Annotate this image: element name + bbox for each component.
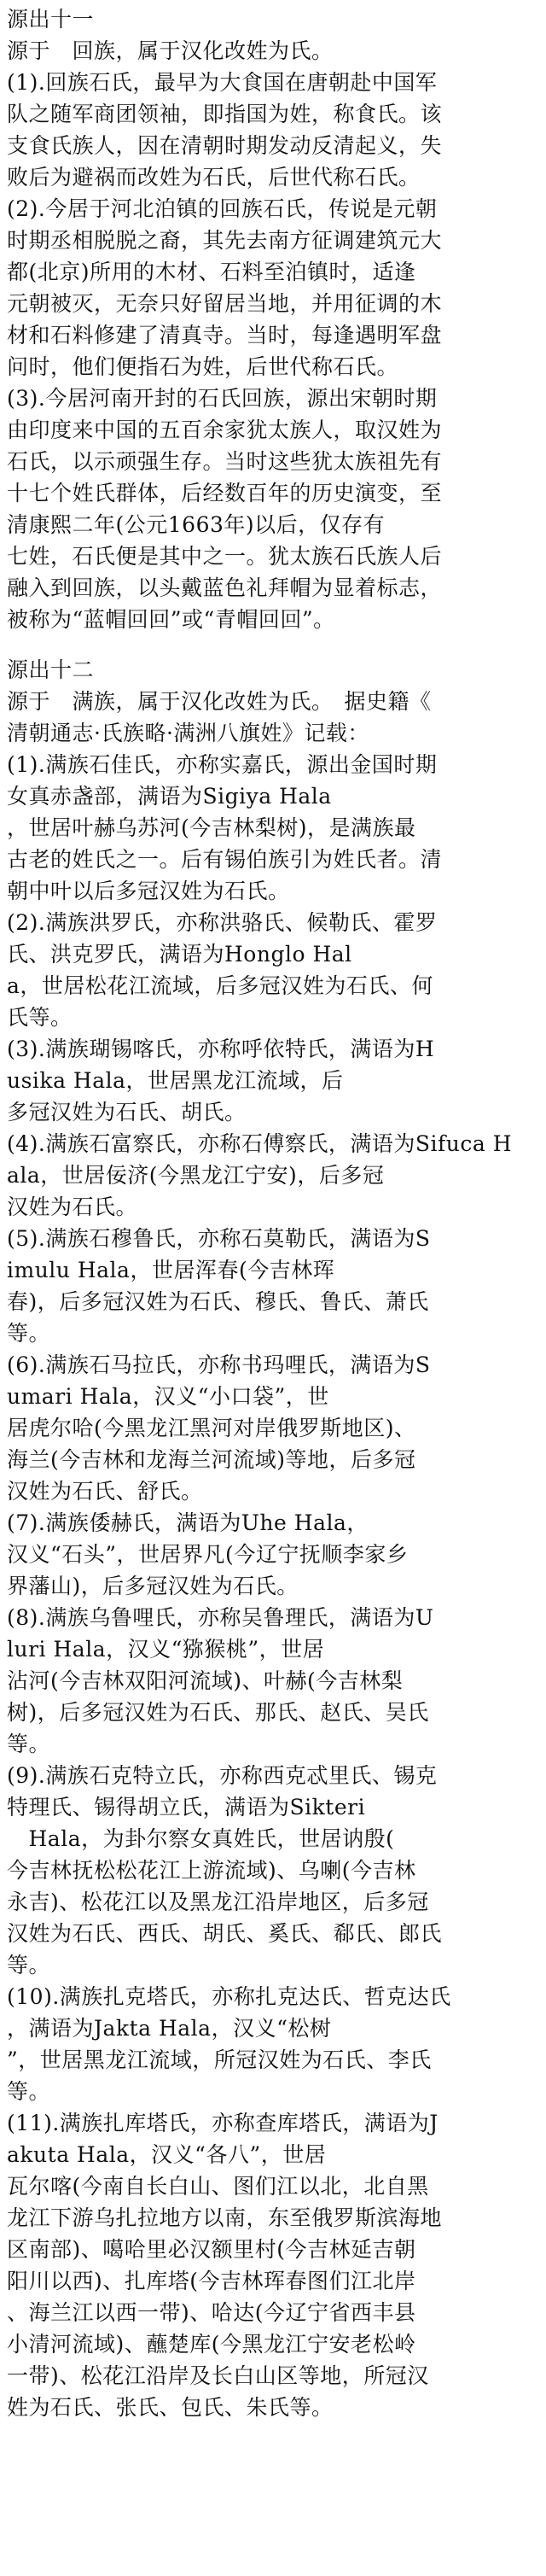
text-line: 等。 [7,2079,51,2104]
text-line: (4).满族石富察氏，亦称石傅察氏，满语为Sifuca H [7,1131,512,1156]
text-line: 树)，后多冠汉姓为石氏、那氏、赵氏、吴氏 [7,1700,429,1725]
text-line: 清朝通志·氏族略·满洲八旗姓》记载： [7,721,369,745]
text-line: a，世居松花江流域，后多冠汉姓为石氏、何 [7,973,433,998]
text-line: 朝中叶以后多冠汉姓为石氏。 [7,879,290,903]
text-line: 等。 [7,1732,51,1756]
text-line: luri Hala，汉义“猕猴桃”，世居 [7,1637,325,1662]
text-line: umari Hala，汉义“小口袋”，世 [7,1384,329,1409]
text-line: (1).回族石氏，最早为大食国在唐朝赴中国军 [7,70,438,95]
text-line: 海兰(今吉林和龙海兰河流域)等地，后多冠 [7,1447,416,1472]
text-line: 氏等。 [7,1005,73,1030]
text-line: imulu Hala，世居浑春(今吉林珲 [7,1258,335,1282]
text-line: 都(北京)所用的木材、石料至泊镇时，适逢 [7,260,416,284]
section-heading: 源出十二 [7,657,95,682]
text-line: 汉姓为石氏。 [7,1195,138,1219]
text-line: 七姓，石氏便是其中之一。犹太族石氏族人后 [7,544,443,569]
text-line: ，世居叶赫乌苏河(今吉林梨树)，是满族最 [7,815,416,840]
text-line: 被称为“蓝帽回回”或“青帽回回”。 [7,607,335,632]
text-line: (9).满族石克特立氏，亦称西克忒里氏、锡克 [7,1763,438,1788]
text-line: 支食氏族人，因在清朝时期发动反清起义，失 [7,133,443,158]
text-line: 问时，他们便指石为姓，后世代称石氏。 [7,354,399,379]
text-line: 汉姓为石氏、西氏、胡氏、奚氏、郗氏、郎氏 [7,1921,443,1946]
text-line: usika Hala，世居黑龙江流域，后 [7,1068,344,1093]
text-line: 多冠汉姓为石氏、胡氏。 [7,1100,247,1124]
text-line: (10).满族扎克塔氏，亦称扎克达氏、哲克达氏 [7,1984,451,2009]
text-line: (11).满族扎库塔氏，亦称查库塔氏，满语为J [7,2111,439,2135]
text-line: 特理氏、锡得胡立氏，满语为Sikteri [7,1795,366,1820]
text-line: 阳川以西)、扎库塔(今吉林珲春图们江北岸 [7,2269,416,2293]
text-line: 女真赤盏部，满语为Sigiya Hala [7,784,332,809]
text-line: 姓为石氏、张氏、包氏、朱氏等。 [7,2395,334,2420]
text-line: (3).今居河南开封的石氏回族，源出宋朝时期 [7,386,438,411]
text-line: (3).满族瑚锡喀氏，亦称呼依特氏，满语为H [7,1037,435,1061]
text-line: 瓦尔喀(今南自长白山、图们江以北，北自黑 [7,2174,429,2199]
text-line: 沾河(今吉林双阳河流域)、叶赫(今吉林梨 [7,1668,404,1693]
text-line: 等。 [7,1953,51,1977]
text-line: 古老的姓氏之一。后有锡伯族引为姓氏者。清 [7,847,443,872]
text-line: 十七个姓氏群体，后经数百年的历史演变，至 [7,481,443,505]
text-line: akuta Hala，汉义“各八”，世居 [7,2142,327,2167]
text-line: (8).满族乌鲁哩氏，亦称吴鲁理氏，满语为U [7,1605,434,1630]
text-line: ala，世居佞济(今黑龙江宁安)，后多冠 [7,1163,385,1188]
text-line: Hala，为卦尔察女真姓氏，世居讷殷( [7,1826,395,1851]
text-line: 队之随军商团领袖，即指国为姓，称食氏。该 [7,102,443,126]
text-line: (2).今居于河北泊镇的回族石氏，传说是元朝 [7,196,438,221]
text-line: ，满语为Jakta Hala，汉义“松树 [7,2016,332,2041]
text-line: 汉义“石头”，世居界凡(今辽宁抚顺李家乡 [7,1542,409,1567]
text-line: (7).满族倭赫氏，满语为Uhe Hala， [7,1510,369,1535]
text-line: 、海兰江以西一带)、哈达(今辽宁省西丰县 [7,2300,416,2325]
text-line: 一带)、松花江沿岸及长白山区等地，所冠汉 [7,2363,429,2388]
text-line: 元朝被灭，无奈只好留居当地，并用征调的木 [7,291,443,316]
text-line: (5).满族石穆鲁氏，亦称石莫勒氏，满语为S [7,1226,431,1251]
text-line: ”，世居黑龙江流域，所冠汉姓为石氏、李氏 [7,2047,432,2072]
text-line: 氏、洪克罗氏，满语为Honglo Hal [7,942,352,967]
text-line: 石氏，以示顽强生存。当时这些犹太族祖先有 [7,449,443,474]
text-line: 败后为避祸而改姓为石氏，后世代称石氏。 [7,165,421,190]
text-line: 时期丞相脱脱之裔，其先去南方征调建筑元大 [7,228,443,253]
text-line: 居虎尔哈(今黑龙江黑河对岸俄罗斯地区)、 [7,1416,416,1440]
text-line: 融入到回族，以头戴蓝色礼拜帽为显着标志， [7,575,443,600]
text-line: 春)，后多冠汉姓为石氏、穆氏、鲁氏、萧氏 [7,1289,429,1314]
text-line: 源于 回族，属于汉化改姓为氏。 [7,38,334,63]
text-line: 汉姓为石氏、舒氏。 [7,1479,203,1504]
text-line: 等。 [7,1321,51,1346]
text-line: 由印度来中国的五百余家犹太族人，取汉姓为 [7,418,443,442]
text-line: 界藩山)，后多冠汉姓为石氏。 [7,1574,299,1598]
text-line: (1).满族石佳氏，亦称实嘉氏，源出金国时期 [7,752,438,777]
text-line: 材和石料修建了清真寺。当时，每逢遇明军盘 [7,323,443,348]
text-line: 龙江下游乌扎拉地方以南，东至俄罗斯滨海地 [7,2205,443,2230]
text-line: 源于 满族，属于汉化改姓为氏。 据史籍《 [7,689,432,714]
text-line: 区南部)、噶哈里必汉额里村(今吉林延吉朝 [7,2237,416,2262]
text-line: 小清河流域)、蘸楚库(今黑龙江宁安老松岭 [7,2332,416,2357]
text-line: 今吉林抚松松花江上游流域)、乌喇(今吉林 [7,1858,416,1883]
section-heading: 源出十一 [7,7,95,32]
origin-section-12 [7,654,537,2423]
text-line: 永吉)、松花江以及黑龙江沿岸地区，后多冠 [7,1890,429,1914]
text-line: (2).满族洪罗氏，亦称洪骆氏、候勒氏、霍罗 [7,910,438,935]
origin-section-11 [7,3,537,635]
text-line: 清康熙二年(公元1663年)以后，仅存有 [7,512,386,537]
text-line: (6).满族石马拉氏，亦称书玛哩氏，满语为S [7,1352,431,1377]
